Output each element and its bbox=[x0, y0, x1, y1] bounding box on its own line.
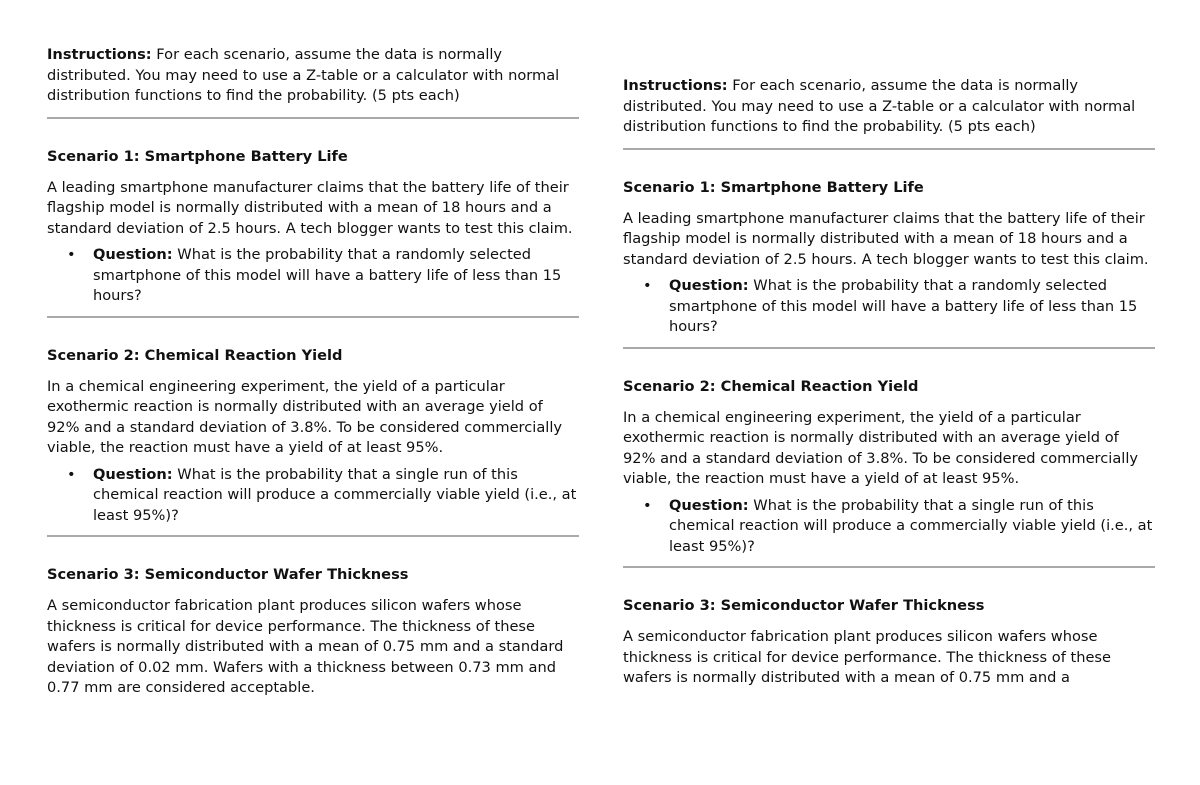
question-label: Question: bbox=[93, 246, 173, 263]
scenario-1-title: Scenario 1: Smartphone Battery Life bbox=[623, 178, 924, 196]
scenario-2-question bbox=[623, 496, 1155, 558]
question-label: Question: bbox=[669, 496, 749, 514]
instructions bbox=[623, 76, 1155, 138]
divider bbox=[623, 148, 1155, 150]
instructions-text: For each scenario, assume the data is normally distributed. You may need to use a Z-table or a calculator with normal distribution functions to find the probability. (5 pts each) bbox=[623, 77, 1136, 135]
scenario-1-questions bbox=[47, 245, 579, 307]
scenario-3-body: A semiconductor fabrication plant produces silicon wafers whose thickness is critical for device performance. The thickness of these wafers is normally distributed with a mean of 0.75 mm and a standard deviation of 0.02 mm. Wafers with a thickness between 0.73 mm and 0.77 mm are considered acceptable. bbox=[47, 597, 564, 696]
scenario-2-questions bbox=[623, 496, 1155, 558]
scenario-2-body: In a chemical engineering experiment, the yield of a particular exothermic reaction is normally distributed with an average yield of 92% and a standard deviation of 3.8%. To be considered commercially viable, the reaction must have a yield of at least 95%. bbox=[47, 377, 563, 456]
scenario-1-body: A leading smartphone manufacturer claims that the battery life of their flagship model is normally distributed with a mean of 18 hours and a standard deviation of 2.5 hours. A tech blogger wants to test this claim. bbox=[47, 178, 573, 237]
bullet-icon: • bbox=[67, 465, 76, 483]
scenario-1-question bbox=[47, 245, 579, 307]
instructions-label: Instructions: bbox=[47, 46, 152, 63]
question-text: What is the probability that a single run of this chemical reaction will produce a commercially viable yield (i.e., at least 95%)? bbox=[669, 496, 1153, 555]
question-text: What is the probability that a single run of this chemical reaction will produce a commercially viable yield (i.e., at least 95%)? bbox=[93, 465, 577, 524]
scenario-2-title: Scenario 2: Chemical Reaction Yield bbox=[47, 346, 343, 364]
scenario-1-questions bbox=[623, 276, 1155, 338]
question-text: What is the probability that a randomly selected smartphone of this model will have a battery life of less than 15 hours? bbox=[93, 246, 562, 304]
question-text: What is the probability that a randomly selected smartphone of this model will have a battery life of less than 15 hours? bbox=[669, 277, 1138, 335]
instructions-text: For each scenario, assume the data is normally distributed. You may need to use a Z-table or a calculator with normal distribution functions to find the probability. (5 pts each) bbox=[47, 46, 560, 104]
left-page bbox=[47, 45, 579, 699]
right-page bbox=[623, 76, 1155, 689]
divider bbox=[47, 535, 579, 537]
divider bbox=[623, 566, 1155, 568]
scenario-2-question bbox=[47, 465, 579, 527]
instructions bbox=[47, 45, 579, 107]
scenario-3-body: A semiconductor fabrication plant produces silicon wafers whose thickness is critical for device performance. The thickness of these wafers is normally distributed with a mean of 0.75 mm and a bbox=[623, 628, 1111, 686]
scenario-2-body: In a chemical engineering experiment, the yield of a particular exothermic reaction is normally distributed with an average yield of 92% and a standard deviation of 3.8%. To be considered commercially viable, the reaction must have a yield of at least 95%. bbox=[623, 408, 1139, 487]
scenario-1-question bbox=[623, 276, 1155, 338]
bullet-icon: • bbox=[67, 246, 76, 263]
instructions-label: Instructions: bbox=[623, 77, 728, 94]
divider bbox=[47, 316, 579, 318]
scenario-2-title: Scenario 2: Chemical Reaction Yield bbox=[623, 377, 919, 395]
scenario-1-body: A leading smartphone manufacturer claims that the battery life of their flagship model is normally distributed with a mean of 18 hours and a standard deviation of 2.5 hours. A tech blogger wants to test this claim. bbox=[623, 209, 1149, 268]
bullet-icon: • bbox=[643, 496, 652, 514]
scenario-3-title: Scenario 3: Semiconductor Wafer Thickness bbox=[623, 597, 985, 614]
divider bbox=[47, 117, 579, 119]
scenario-2-questions bbox=[47, 465, 579, 527]
question-label: Question: bbox=[669, 277, 749, 294]
bullet-icon: • bbox=[643, 277, 652, 294]
question-label: Question: bbox=[93, 465, 173, 483]
scenario-1-title: Scenario 1: Smartphone Battery Life bbox=[47, 147, 348, 165]
scenario-3-title: Scenario 3: Semiconductor Wafer Thickness bbox=[47, 566, 409, 583]
divider bbox=[623, 347, 1155, 349]
